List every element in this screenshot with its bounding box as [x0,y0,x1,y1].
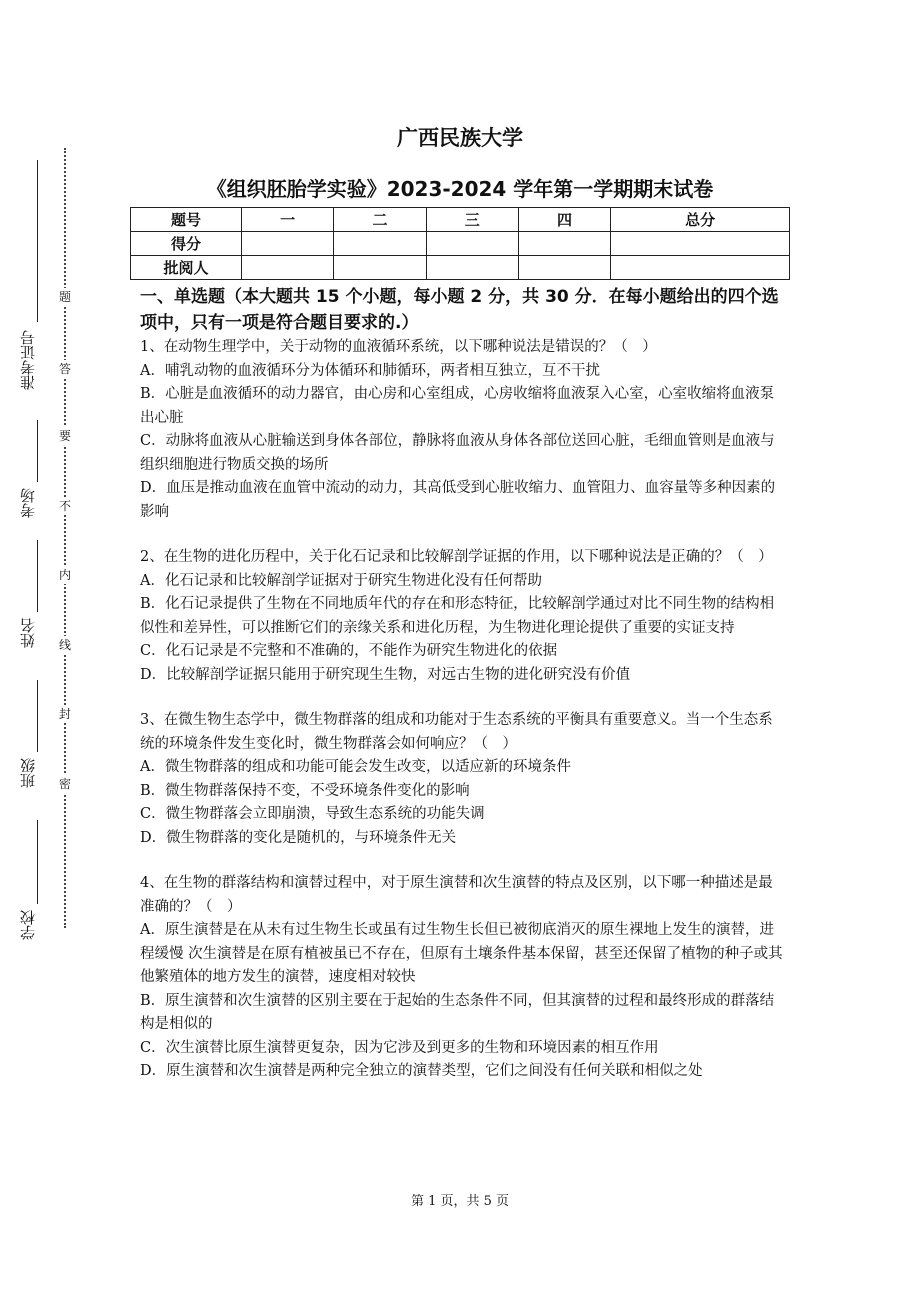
score-col-header: 四 [518,208,610,232]
option-d: D．微生物群落的变化是随机的，与环境条件无关 [140,829,457,846]
section-heading: 一、单选题（本大题共 15 个小题，每小题 2 分，共 30 分．在每小题给出的四个选项中，只有一项是符合题目要求的.） [140,287,779,333]
option-c: C．微生物群落会立即崩溃，导致生态系统的功能失调 [140,806,485,822]
score-cell [242,232,334,256]
exam-title: 《组织胚胎学实验》2023-2024 学年第一学期期末试卷 [206,177,714,201]
seal-char: 答 [59,362,72,376]
seal-char: 封 [59,707,72,721]
reviewer-cell [242,256,334,280]
seal-char: 密 [59,777,72,791]
exam-number-label: 准考证号 [19,330,37,390]
option-b: B．原生演替和次生演替的区别主要在于起始的生态条件不同，但其演替的过程和最终形成的群落结构是相似的 [140,992,775,1032]
class-line [37,680,38,752]
option-c: C．动脉将血液从心脏输送到身体各部位，静脉将血液从身体各部位送回心脏，毛细血管则是血液与组织细胞进行物质交换的场所 [140,433,775,473]
option-a: A．哺乳动物的血液循环分为体循环和肺循环，两者相互独立，互不干扰 [140,362,600,379]
score-col-header: 题号 [131,208,242,232]
reviewer-cell [611,256,790,280]
option-b: B．微生物群落保持不变，不受环境条件变化的影响 [140,782,470,799]
option-c: C．化石记录是不完整和不准确的，不能作为研究生物进化的依据 [140,643,558,659]
seal-char: 内 [59,568,72,582]
question-stem: 1、在动物生理学中，关于动物的血液循环系统，以下哪种说法是错误的？（ ） [140,339,657,355]
score-col-header: 一 [242,208,334,232]
option-a: A．原生演替是在从未有过生物生长或虽有过生物生长但已被彻底消灭的原生裸地上发生的演替，进程缓慢 次生演替是在原有植被虽已不存在，但原有土壤条件基本保留，甚至还保留了植物的种子或其他繁殖体的地方发生的演替，速度相对较快 [140,922,783,985]
option-a: A．微生物群落的组成和功能可能会发生改变，以适应新的环境条件 [140,759,571,775]
question-stem: 2、在生物的进化历程中，关于化石记录和比较解剖学证据的作用，以下哪种说法是正确的？（ ） [140,549,773,565]
option-b: B．化石记录提供了生物在不同地质年代的存在和形态特征，比较解剖学通过对比不同生物的结构相似性和差异性，可以推断它们的亲缘关系和进化历程，为生物进化理论提供了重要的实证支持 [140,596,775,636]
name-label: 姓名 [19,618,37,648]
option-d: D．原生演替和次生演替是两种完全独立的演替类型，它们之间没有任何关联和相似之处 [140,1063,703,1079]
question-stem: 4、在生物的群落结构和演替过程中，对于原生演替和次生演替的特点及区别，以下哪一种描述是最准确的？（ ） [140,875,773,915]
option-d: D．血压是推动血液在血管中流动的动力，其高低受到心脏收缩力、血管阻力、血容量等多种因素的影响 [140,480,776,520]
seal-char: 题 [59,290,72,304]
seal-char: 线 [59,638,72,652]
score-col-header: 二 [334,208,426,232]
score-cell [518,232,610,256]
exam-room-line [37,420,38,482]
option-c: C．次生演替比原生演替更复杂，因为它涉及到更多的生物和环境因素的相互作用 [140,1039,659,1056]
exam-room-label: 考场 [19,488,37,518]
reviewer-cell [518,256,610,280]
option-d: D．比较解剖学证据只能用于研究现生生物，对远古生物的进化研究没有价值 [140,666,631,683]
question-3 [140,709,785,850]
school-label: 学校 [19,910,37,940]
reviewer-row [131,256,790,280]
question-section [140,284,785,1084]
score-col-header: 总分 [611,208,790,232]
name-line [37,540,38,612]
reviewer-cell [426,256,518,280]
score-row [131,232,790,256]
reviewer-row-label: 批阅人 [131,256,242,280]
seal-dotted-line [64,148,66,928]
option-b: B．心脏是血液循环的动力器官，由心房和心室组成，心房收缩将血液泵入心室，心室收缩将血液泵出心脏 [140,386,775,426]
page-footer: 第 1 页，共 5 页 [410,1194,510,1209]
score-cell [426,232,518,256]
question-stem: 3、在微生物生态学中，微生物群落的组成和功能对于生态系统的平衡具有重要意义。当一个生态系统的环境条件发生变化时，微生物群落会如何响应？（ ） [140,712,773,752]
seal-char: 不 [59,499,72,513]
option-a: A．化石记录和比较解剖学证据对于研究生物进化没有任何帮助 [140,572,542,589]
score-cell [334,232,426,256]
seal-char: 要 [59,429,72,443]
question-1 [140,336,785,524]
question-4 [140,872,785,1084]
score-table-header-row [131,208,790,232]
university-title: 广西民族大学 [397,126,523,150]
score-cell [611,232,790,256]
score-table [130,207,790,280]
score-row-label: 得分 [131,232,242,256]
school-line [37,820,38,904]
score-col-header: 三 [426,208,518,232]
class-label: 班级 [19,758,37,788]
question-2 [140,546,785,687]
reviewer-cell [334,256,426,280]
